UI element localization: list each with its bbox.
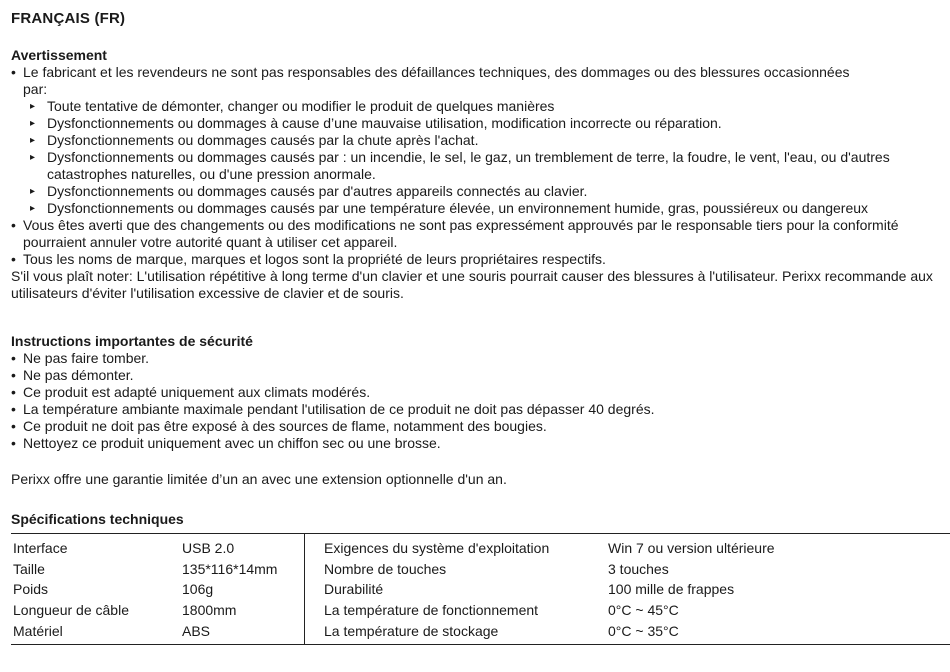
spec-value: 0°C ~ 35°C: [608, 622, 679, 639]
spec-label: Nombre de touches: [324, 560, 447, 577]
warning-intro-line1: Le fabricant et les revendeurs ne sont pas responsables des défaillances techniques, des dommages ou des blessures occasionnées: [23, 64, 850, 80]
spec-label: Durabilité: [324, 581, 384, 598]
safety-item: • Ne pas faire tomber.: [11, 350, 936, 367]
warning-intro-line2: par:: [23, 81, 48, 97]
warning-sub-item: ▸ Dysfonctionnements ou dommages à cause d’une mauvaise utilisation, modification incorrecte ou réparation.: [11, 115, 936, 132]
spec-value: 106g: [182, 581, 214, 598]
warranty-text: Perixx offre une garantie limitée d’un an avec une extension optionnelle d'un an.: [11, 471, 507, 487]
spec-value: 100 mille de frappes: [608, 581, 735, 598]
warning-sub-item: ▸ Dysfonctionnements ou dommages causés par : un incendie, le sel, le gaz, un tremblement de terre, la foudre, le vent, l'eau, ou d'autres catastrophes naturelles, ou d'une pression anormale.: [11, 149, 936, 183]
warning-sub-item: ▸ Dysfonctionnements ou dommages causés par la chute après l'achat.: [11, 132, 936, 149]
language-title: FRANÇAIS (FR): [11, 10, 126, 27]
specs-title: Spécifications techniques: [11, 511, 184, 527]
warning-bullet-trademarks: • Tous les noms de marque, marques et logos sont la propriété de leurs propriétaires respectifs.: [11, 251, 936, 268]
spec-value: 0°C ~ 45°C: [608, 602, 679, 619]
warning-sub-item: ▸ Dysfonctionnements ou dommages causés par une température élevée, un environnement humide, gras, poussiéreux ou dangereux: [11, 200, 936, 217]
spec-value: 135*116*14mm: [182, 560, 278, 577]
specs-divider: [304, 534, 305, 644]
spec-value: 1800mm: [182, 602, 237, 619]
warning-section: [11, 47, 936, 302]
spec-label: Poids: [13, 581, 49, 598]
spec-label: Matériel: [13, 622, 63, 639]
safety-item: • Ce produit ne doit pas être exposé à des sources de flame, notamment des bougies.: [11, 418, 936, 435]
spec-label: Interface: [13, 540, 68, 556]
spec-label: Taille: [13, 560, 45, 577]
safety-item: • La température ambiante maximale pendant l'utilisation de ce produit ne doit pas dépasser 40 degrés.: [11, 401, 936, 418]
spec-value: Win 7 ou version ultérieure: [608, 540, 775, 556]
warning-bullet-authority: • Vous êtes averti que des changements ou des modifications ne sont pas expressément approuvés par le responsable tiers pour la conformité pourraient annuler votre autorité quant à utiliser cet appareil.: [11, 217, 936, 251]
specs-left-values: [182, 538, 277, 642]
safety-item: • Ce produit est adapté uniquement aux climats modérés.: [11, 384, 936, 401]
safety-section: [11, 333, 936, 452]
spec-value: USB 2.0: [182, 540, 235, 556]
specs-table: [11, 533, 950, 645]
spec-value: ABS: [182, 622, 211, 639]
warning-sub-item: ▸ Dysfonctionnements ou dommages causés par d'autres appareils connectés au clavier.: [11, 183, 936, 200]
spec-label: La température de fonctionnement: [324, 602, 539, 619]
warning-intro: [11, 64, 936, 98]
spec-label: Exigences du système d'exploitation: [324, 540, 550, 556]
safety-item: • Ne pas démonter.: [11, 367, 936, 384]
spec-label: Longueur de câble: [13, 602, 129, 619]
warning-title: Avertissement: [11, 47, 107, 63]
specs-right-labels: [324, 538, 549, 642]
safety-item: • Nettoyez ce produit uniquement avec un chiffon sec ou une brosse.: [11, 435, 936, 452]
specs-left-labels: [13, 538, 129, 642]
specs-right-values: [608, 538, 775, 642]
spec-value: 3 touches: [608, 560, 669, 577]
warning-sub-item: ▸ Toute tentative de démonter, changer ou modifier le produit de quelques manières: [11, 98, 936, 115]
warning-note: S'il vous plaît noter: L'utilisation répétitive à long terme d'un clavier et une souris pourrait causer des blessures à l'utilisateur. Perixx recommande aux utilisateurs d'éviter l'utilisation excessive de clavier et de souris.: [11, 268, 933, 301]
safety-title: Instructions importantes de sécurité: [11, 333, 253, 349]
spec-label: La température de stockage: [324, 622, 499, 639]
